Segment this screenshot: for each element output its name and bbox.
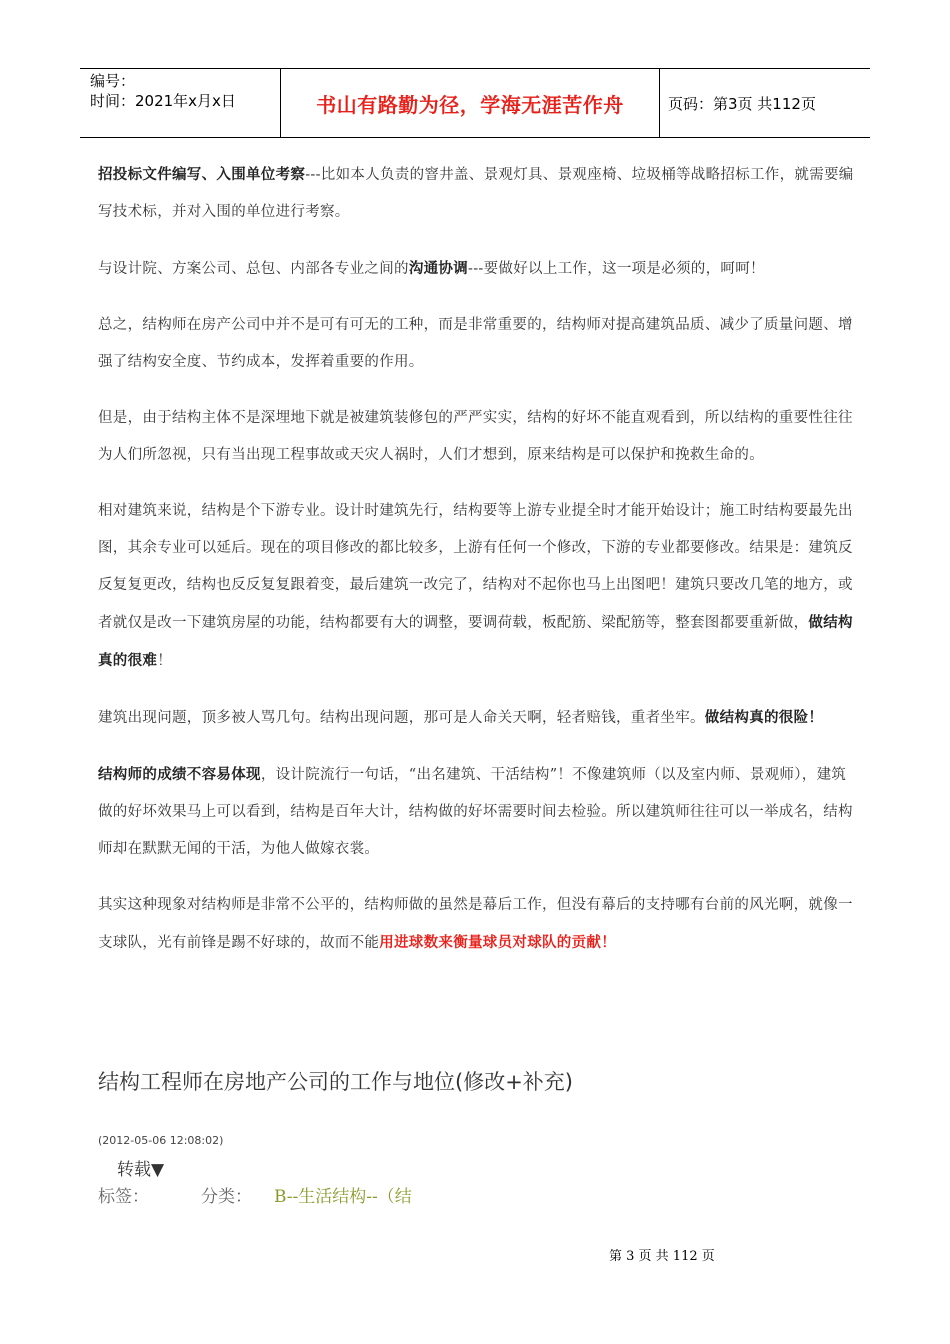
repost-link[interactable]: 转载▼ <box>117 1160 165 1180</box>
paragraph <box>98 887 858 962</box>
tags-label: 标签： <box>98 1187 149 1207</box>
header-left-cell <box>80 69 280 137</box>
text-bold: 做结构真的很难 <box>98 614 853 669</box>
text: ，设计院流行一句话，“出名建筑、干活结构”！不像建筑师（以及室内师、景观师），建筑做的好坏效果马上可以看到，结构是百年大计，结构做的好坏需要时间去检验。所以建筑师往往可以一举成名，结构师却在默默无闻的干活，为他人做嫁衣裳。 <box>98 767 853 857</box>
article-date: (2012-05-06 12:08:02) <box>98 1134 224 1147</box>
text-bold: 做结构真的很险！ <box>704 709 824 726</box>
text: 但是，由于结构主体不是深埋地下就是被建筑装修包的严严实实，结构的好坏不能直观看到，所以结构的重要性往往为人们所忽视，只有当出现工程事故或天灾人祸时，人们才想到，原来结构是可以保护和挽救生命的。 <box>98 410 853 463</box>
text: 总之，结构师在房产公司中并不是可有可无的工种，而是非常重要的，结构师对提高建筑品质、减少了质量问题、增强了结构安全度、节约成本，发挥着重要的作用。 <box>98 317 853 370</box>
paragraph <box>98 756 858 868</box>
text-bold: 沟通协调 <box>408 260 469 277</box>
number-label: 编号： <box>90 72 136 90</box>
category-label: 分类： <box>201 1187 252 1207</box>
paragraph <box>98 699 858 737</box>
paragraph <box>98 307 858 381</box>
text: 其实这种现象对结构师是非常不公平的，结构师做的虽然是幕后工作，但没有幕后的支持哪有台前的风光啊，就像一支球队，光有前锋是踢不好球的，故而不能 <box>98 897 853 951</box>
paragraph <box>98 493 858 680</box>
paragraph <box>98 250 858 288</box>
text: 与设计院、方案公司、总包、内部各专业之间的 <box>98 261 409 277</box>
body-content <box>98 156 858 962</box>
text: 相对建筑来说，结构是个下游专业。设计时建筑先行，结构要等上游专业提全时才能开始设计；施工时结构要最先出图，其余专业可以延后。现在的项目修改的都比较多，上游有任何一个修改，下游的专业都要修改。结果是：建筑反反复复更改，结构也反反复复跟着变，最后建筑一改完了，结构对不起你也马上出图吧！建筑只要改几笔的地方，或者就仅是改一下建筑房屋的功能，结构都要有大的调整，要调荷载，板配筋、梁配筋等，整套图都要重新做， <box>98 503 853 631</box>
text: ---要做好以上工作，这一项是必须的，呵呵！ <box>468 261 765 277</box>
header-page-cell <box>660 69 870 137</box>
text-bold: 招投标文件编写、入围单位考察 <box>98 166 306 183</box>
page-footer: 第 3 页 共 112 页 <box>609 1249 715 1264</box>
page-label: 页码：第3页 共112页 <box>668 94 816 113</box>
category-link[interactable]: B--生活结构--（结 <box>274 1187 412 1207</box>
motto: 书山有路勤为径，学海无涯苦作舟 <box>316 92 624 117</box>
article-title: 结构工程师在房地产公司的工作与地位(修改+补充) <box>98 1070 573 1094</box>
text: ！ <box>157 653 173 669</box>
text-bold: 结构师的成绩不容易体现 <box>98 766 261 783</box>
paragraph <box>98 156 858 231</box>
header-table <box>80 68 870 138</box>
tags-row <box>98 1182 412 1207</box>
paragraph <box>98 400 858 474</box>
text: 建筑出现问题，顶多被人骂几句。结构出现问题，那可是人命关天啊，轻者赔钱，重者坐牢。 <box>98 710 705 726</box>
text: ---比如本人负责的窨井盖、景观灯具、景观座椅、垃圾桶等战略招标工作，就需要编写技术标，并对入围的单位进行考察。 <box>98 167 854 220</box>
time-label: 时间：2021年x月x日 <box>90 92 236 110</box>
text-red-bold: 用进球数来衡量球员对球队的贡献！ <box>379 934 617 951</box>
header-motto-cell <box>280 69 660 137</box>
